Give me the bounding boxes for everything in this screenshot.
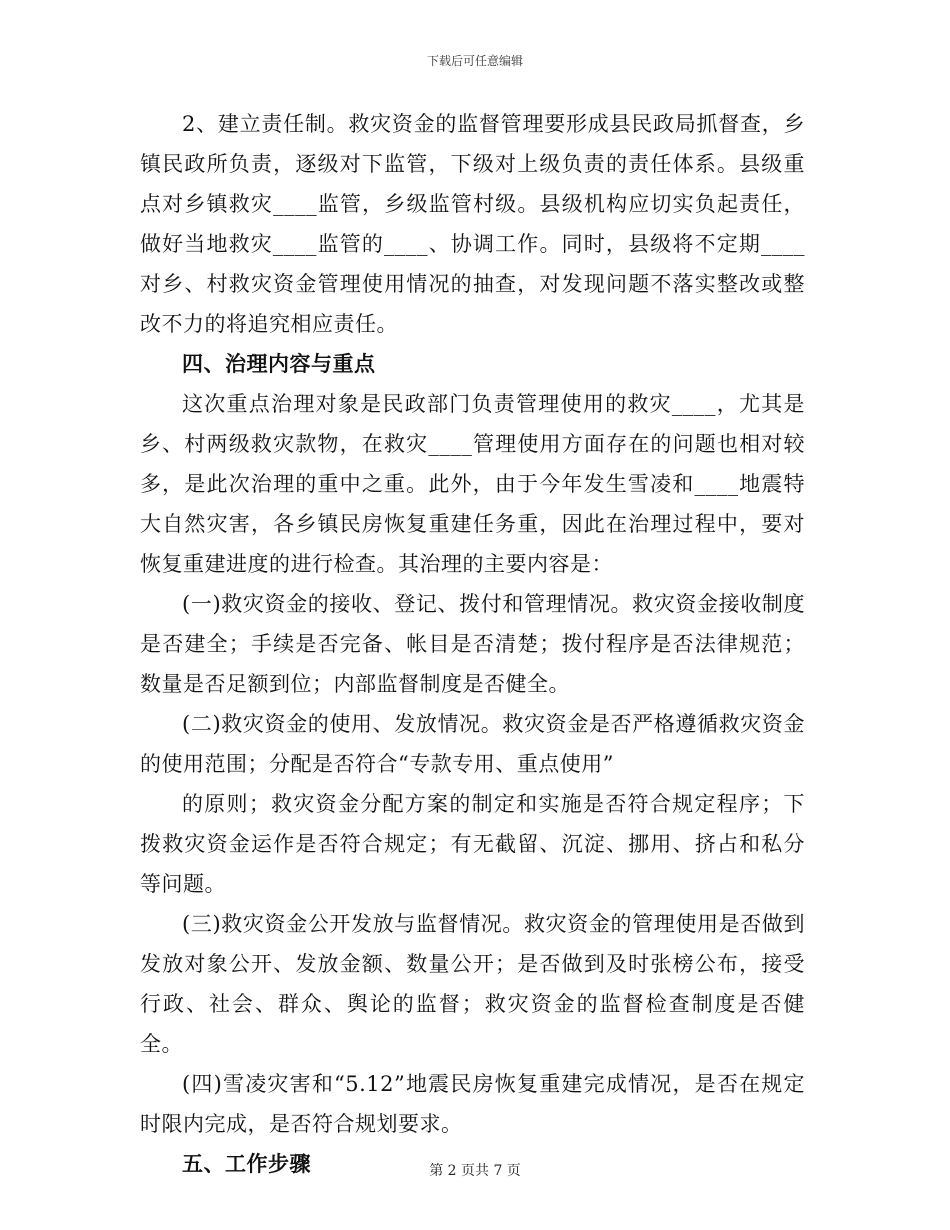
- paragraph-targets: 这次重点治理对象是民政部门负责管理使用的救灾____，尤其是乡、村两级救灾款物，在救灾____管理使用方面存在的问题也相对较多，是此次治理的重中之重。此外，由于今年发生雪凌和____地震特大自然灾害，各乡镇民房恢复重建任务重，因此在治理过程中，要对恢复重建进度的进行检查。其治理的主要内容是：: [140, 392, 805, 576]
- section-heading-4: 四、治理内容与重点: [182, 351, 376, 376]
- paragraph-item-3: (三)救灾资金公开发放与监督情况。救灾资金的管理使用是否做到发放对象公开、发放金额、数量公开；是否做到及时张榜公布，接受行政、社会、群众、舆论的监督；救灾资金的监督检查制度是否健全。: [140, 912, 805, 1056]
- paragraph-responsibility: 2、建立责任制。救灾资金的监督管理要形成县民政局抓督查，乡镇民政所负责，逐级对下监管，下级对上级负责的责任体系。县级重点对乡镇救灾____监管，乡级监管村级。县级机构应切实负起责任，做好当地救灾____监管的____、协调工作。同时，县级将不定期____对乡、村救灾资金管理使用情况的抽查，对发现问题不落实整改或整改不力的将追究相应责任。: [140, 112, 805, 336]
- paragraph-item-2-continued: 的原则；救灾资金分配方案的制定和实施是否符合规定程序；下拨救灾资金运作是否符合规定；有无截留、沉淀、挪用、挤占和私分等问题。: [140, 792, 805, 896]
- paragraph-item-2: (二)救灾资金的使用、发放情况。救灾资金是否严格遵循救灾资金的使用范围；分配是否符合“专款专用、重点使用”: [140, 712, 805, 776]
- paragraph-item-4: (四)雪凌灾害和“5.12”地震民房恢复重建完成情况，是否在规定时限内完成，是否符合规划要求。: [140, 1072, 805, 1136]
- page-footer: 第 2 页共 7 页: [429, 1163, 521, 1179]
- page-header: 下载后可任意编辑: [426, 54, 523, 68]
- paragraph-item-1: (一)救灾资金的接收、登记、拨付和管理情况。救灾资金接收制度是否建全；手续是否完备、帐目是否清楚；拨付程序是否法律规范；数量是否足额到位；内部监督制度是否健全。: [140, 592, 805, 696]
- document-body: [140, 104, 805, 1184]
- section-heading-5: 五、工作步骤: [182, 1151, 311, 1176]
